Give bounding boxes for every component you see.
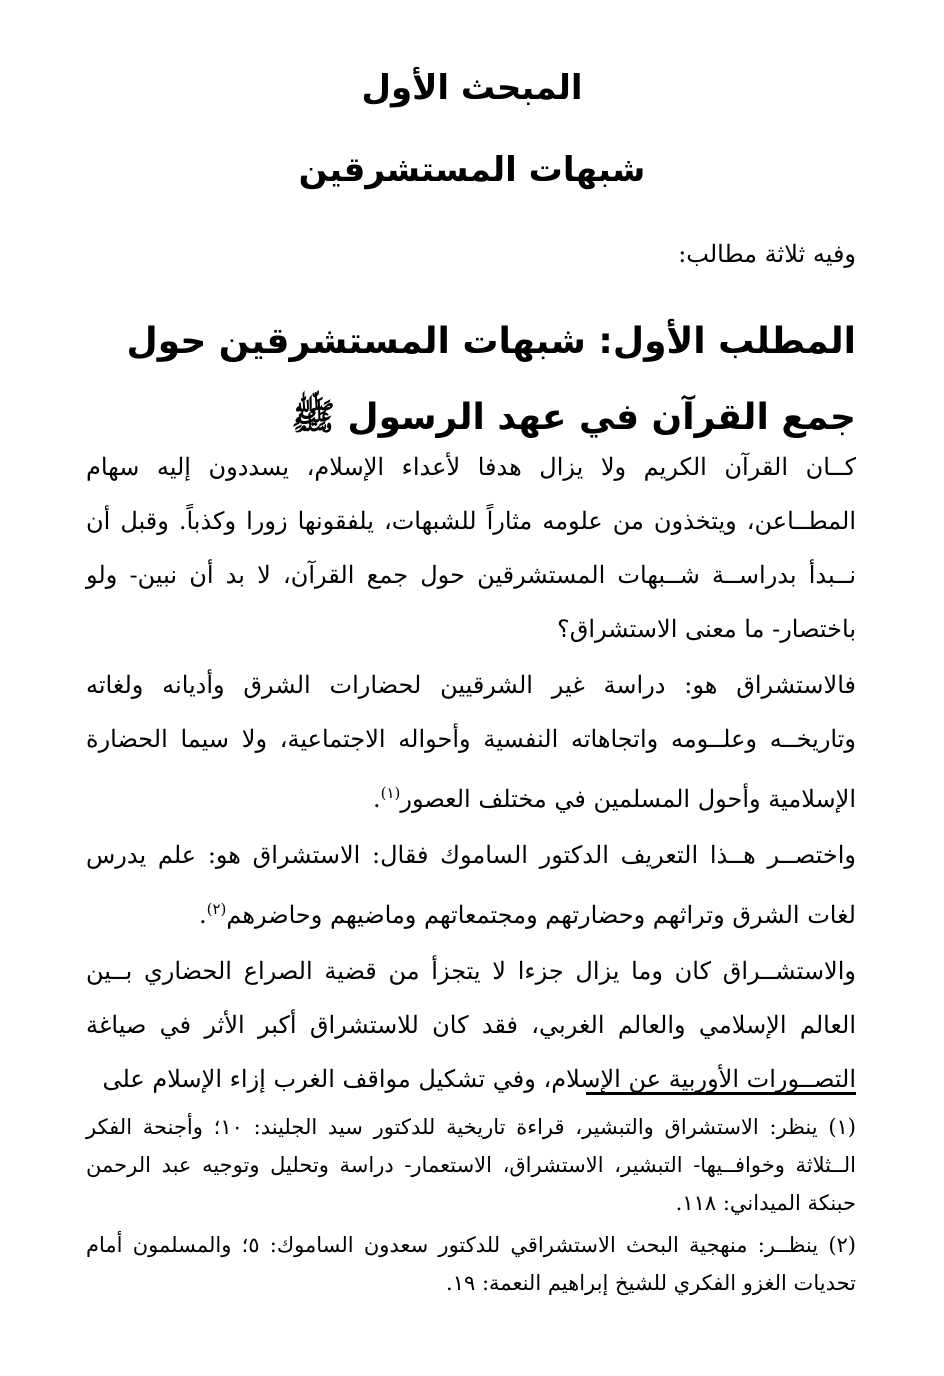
footnote-divider <box>586 1092 856 1095</box>
intro-line: وفيه ثلاثة مطالب: <box>678 240 856 268</box>
section-heading: المطلب الأول: شبهات المستشرقين حول جمع القرآن في عهد الرسول ﷺ <box>126 321 856 438</box>
paragraph-1: كــان القرآن الكريم ولا يزال هدفا لأعداء الإسلام، يسددون إليه سهام المطــاعن، ويتخذون من علومه مثاراً للشبهات، يلفقونها زورا وكذباً. وقبل أن نــبدأ بدراســة شــبهات المستشرقين حول جمع القرآن، لا بد أن نبين- ولو باختصار- ما معنى الاستشراق؟ <box>86 453 857 643</box>
footnote-ref-1[interactable]: (١) <box>380 784 401 802</box>
paragraph-2: فالاستشراق هو: دراسة غير الشرقيين لحضارات الشرق وأديانه ولغاته وتاريخــه وعلــومه واتجاهاته النفسية وأحواله الاجتماعية، ولا سيما الحضارة الإسلامية وأحول المسلمين في مختلف العصور$^{(١)}$. <box>86 671 856 813</box>
footnotes <box>86 1108 856 1306</box>
paragraph-4: والاستشــراق كان وما يزال جزءا لا يتجزأ من قضية الصراع الحضاري بــين العالم الإسلامي والعالم الغربي، فقد كان للاستشراق أكبر الأثر في صياغة التصــورات الأوربية عن الإسلام، وفي تشكيل مواقف الغرب إزاء الإسلام على <box>86 957 856 1093</box>
footnote-ref-2[interactable]: (٢) <box>206 900 227 918</box>
footnote-2: (٢) ينظــر: منهجية البحث الاستشراقي للدكتور سعدون الساموك: ٥؛ والمسلمون أمام تحديات الغزو الفكري للشيخ إبراهيم النعمة: ١٩. <box>86 1233 856 1295</box>
paragraph-3: واختصــر هــذا التعريف الدكتور الساموك فقال: الاستشراق هو: علم يدرس لغات الشرق وتراثهم وحضارتهم ومجتمعاتهم وماضيهم وحاضرهم$^{(٢)}$. <box>86 841 856 929</box>
chapter-subtitle: شبهات المستشرقين <box>298 150 646 190</box>
footnote-1: (١) ينظر: الاستشراق والتبشير، قراءة تاريخية للدكتور سيد الجليند: ١٠؛ وأجنحة الفكر الــثلاثة وخوافــيها- التبشير، الاستشراق، الاستعمار- دراسة وتحليل وتوجيه عبد الرحمن حبنكة الميداني: ١١٨. <box>86 1115 856 1215</box>
body-text <box>86 440 856 1106</box>
chapter-title: المبحث الأول <box>361 68 583 108</box>
